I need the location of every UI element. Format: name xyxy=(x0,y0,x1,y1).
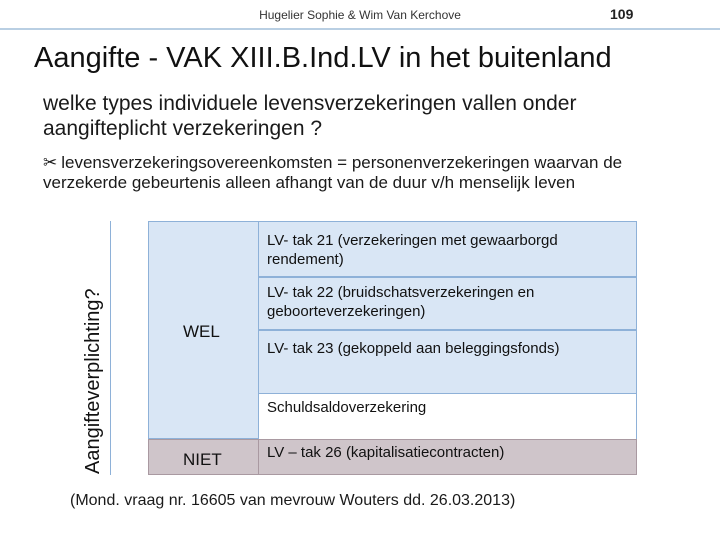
item-row xyxy=(258,330,637,394)
header-divider xyxy=(0,28,720,30)
item-row xyxy=(258,277,637,330)
item-text-tak22: LV- tak 22 (bruidschatsverzekeringen en geboorteverzekeringen) xyxy=(267,284,535,320)
group-cell-wel xyxy=(148,221,258,439)
side-label: Aangifteverplichting? xyxy=(82,288,104,474)
question-text: welke types individuele levensverzekeringen vallen onder aangifteplicht verzekeringen ? xyxy=(43,92,577,140)
item-text-tak26: LV – tak 26 (kapitalisatiecontracten) xyxy=(267,444,505,461)
group-label-wel: WEL xyxy=(183,322,220,341)
item-row xyxy=(258,439,637,475)
group-label-niet: NIET xyxy=(183,450,222,469)
definition-paragraph xyxy=(43,153,683,193)
item-text-tak23: LV- tak 23 (gekoppeld aan beleggingsfonds) xyxy=(267,340,560,357)
group-cell-niet xyxy=(148,439,258,475)
item-row xyxy=(258,221,637,277)
item-row xyxy=(258,394,637,439)
page-number: 109 xyxy=(610,6,634,22)
slide-title: Aangifte - VAK XIII.B.Ind.LV in het buitenland xyxy=(34,42,612,74)
definition-text: levensverzekeringsovereenkomsten = personenverzekeringen waarvan de verzekerde gebeurtenis alleen afhangt van de duur v/h menselijk leven xyxy=(43,153,623,192)
item-text-schuldsaldo: Schuldsaldoverzekering xyxy=(267,399,427,416)
scissors-icon: ✂ xyxy=(43,153,58,172)
item-text-tak21: LV- tak 21 (verzekeringen met gewaarborgd rendement) xyxy=(267,232,558,268)
slide-header: Hugelier Sophie & Wim Van Kerchove xyxy=(259,8,461,22)
table-left-border xyxy=(110,221,140,475)
footnote: (Mond. vraag nr. 16605 van mevrouw Wouters dd. 26.03.2013) xyxy=(70,492,516,509)
